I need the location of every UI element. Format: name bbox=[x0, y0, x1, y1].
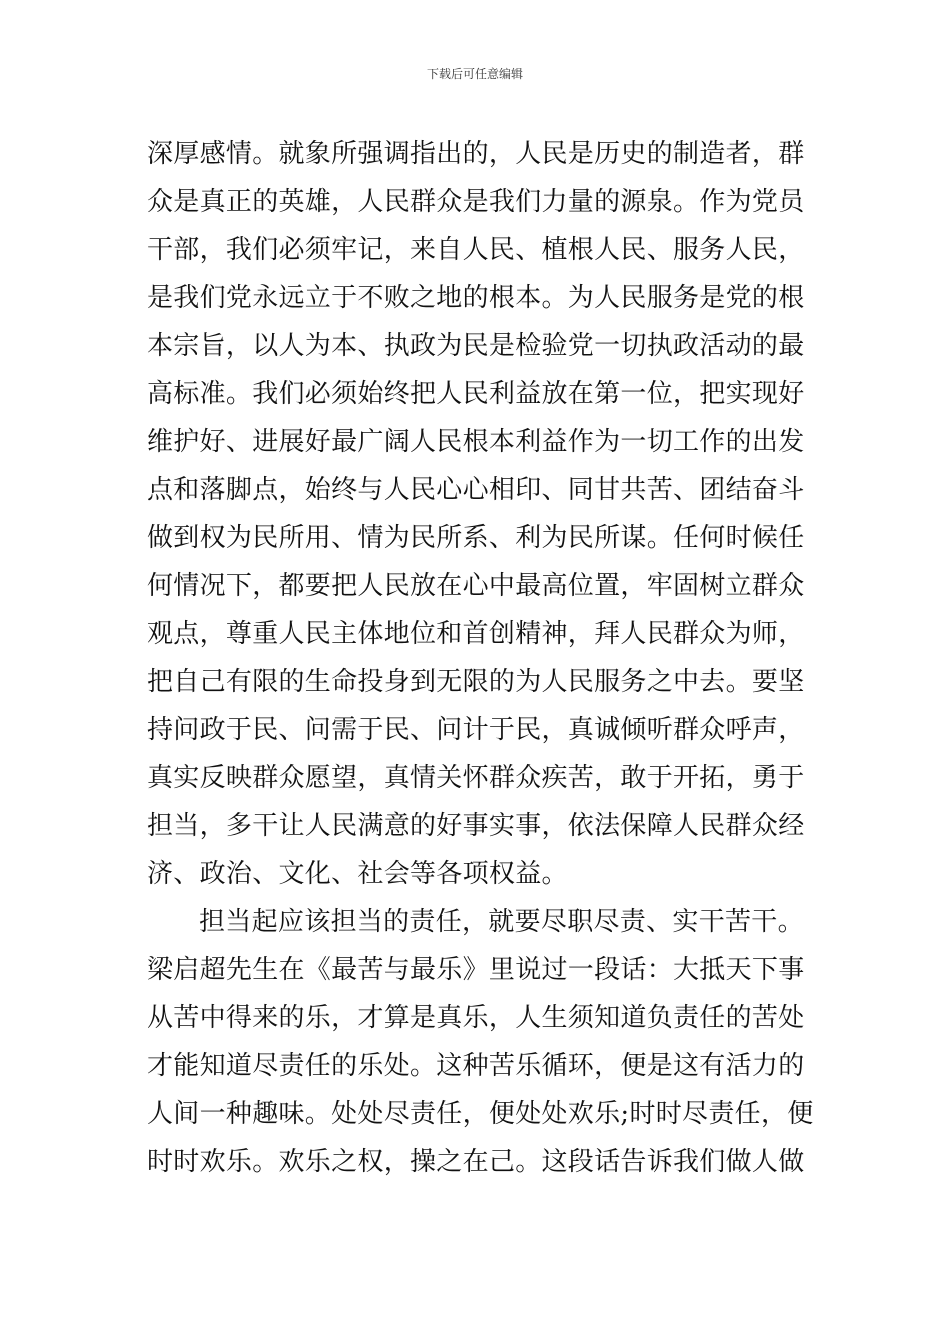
text-line: 本宗旨，以人为本、执政为民是检验党一切执政活动的最 bbox=[147, 331, 805, 361]
text-line: 从苦中得来的乐，才算是真乐，人生须知道负责任的苦处 bbox=[147, 1003, 805, 1033]
text-line: 深厚感情。就象所强调指出的，人民是历史的制造者，群 bbox=[147, 139, 805, 169]
text-line-indented: 担当起应该担当的责任，就要尽职尽责、实干苦干。 bbox=[199, 907, 804, 937]
text-line: 济、政治、文化、社会等各项权益。 bbox=[147, 859, 568, 889]
text-line: 干部，我们必须牢记，来自人民、植根人民、服务人民， bbox=[147, 235, 805, 265]
text-line: 担当，多干让人民满意的好事实事，依法保障人民群众经 bbox=[147, 811, 805, 841]
paragraph-1 bbox=[147, 130, 807, 898]
text-line: 高标准。我们必须始终把人民利益放在第一位，把实现好 bbox=[147, 379, 805, 409]
text-line: 真实反映群众愿望，真情关怀群众疾苦，敢于开拓，勇于 bbox=[147, 763, 805, 793]
text-line: 何情况下，都要把人民放在心中最高位置，牢固树立群众 bbox=[147, 571, 805, 601]
text-line: 点和落脚点，始终与人民心心相印、同甘共苦、团结奋斗 bbox=[147, 475, 805, 505]
text-line: 梁启超先生在《最苦与最乐》里说过一段话：大抵天下事 bbox=[147, 955, 805, 985]
document-body bbox=[147, 130, 814, 1186]
text-line: 时时欢乐。欢乐之权，操之在己。这段话告诉我们做人做 bbox=[147, 1147, 805, 1177]
text-line: 把自己有限的生命投身到无限的为人民服务之中去。要坚 bbox=[147, 667, 805, 697]
text-line: 众是真正的英雄，人民群众是我们力量的源泉。作为党员 bbox=[147, 187, 805, 217]
text-line: 维护好、进展好最广阔人民根本利益作为一切工作的出发 bbox=[147, 427, 805, 457]
text-line: 是我们党永远立于不败之地的根本。为人民服务是党的根 bbox=[147, 283, 805, 313]
text-line: 人间一种趣味。处处尽责任，便处处欢乐;时时尽责任，便 bbox=[147, 1099, 814, 1129]
text-line: 观点，尊重人民主体地位和首创精神，拜人民群众为师， bbox=[147, 619, 805, 649]
page-header: 下载后可任意编辑 bbox=[426, 67, 523, 81]
paragraph-2 bbox=[147, 898, 814, 1186]
text-line: 持问政于民、问需于民、问计于民，真诚倾听群众呼声， bbox=[147, 715, 805, 745]
text-line: 做到权为民所用、情为民所系、利为民所谋。任何时候任 bbox=[147, 523, 805, 553]
text-line: 才能知道尽责任的乐处。这种苦乐循环，便是这有活力的 bbox=[147, 1051, 805, 1081]
